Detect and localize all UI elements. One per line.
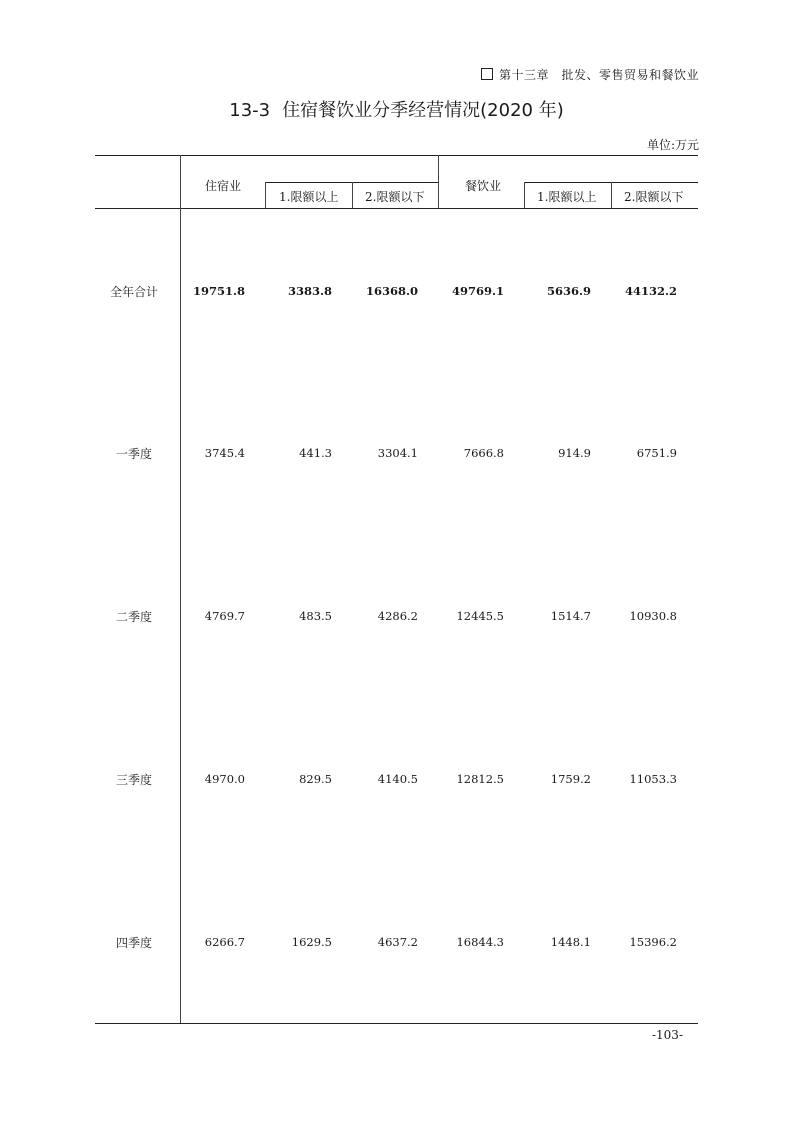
table-cell: 6266.7 <box>204 935 245 949</box>
vline-accom-sub1 <box>265 182 266 208</box>
row-label-q4: 四季度 <box>115 936 152 950</box>
table-cell: 10930.8 <box>629 609 677 623</box>
table-cell: 19751.8 <box>192 284 245 298</box>
table-cell: 3745.4 <box>204 446 245 460</box>
row-label-annual: 全年合计 <box>109 285 158 299</box>
running-head-text: 第十三章 批发、零售贸易和餐饮业 <box>498 68 699 82</box>
vline-catering <box>438 155 439 208</box>
vline-catering-sub2 <box>611 182 612 208</box>
table-cell: 12812.5 <box>456 772 504 786</box>
table-cell: 16844.3 <box>456 935 504 949</box>
table-cell: 1629.5 <box>291 935 332 949</box>
table-cell: 4637.2 <box>377 935 418 949</box>
header-catering-above-limit: 1.限额以上 <box>537 190 597 204</box>
page-title <box>0 96 793 122</box>
table-cell: 1514.7 <box>550 609 591 623</box>
table-title: 住宿餐饮业分季经营情况(2020 年) <box>282 100 564 121</box>
table-cell: 483.5 <box>299 609 332 623</box>
table-cell: 15396.2 <box>629 935 677 949</box>
header-accom-above-limit: 1.限额以上 <box>279 190 339 204</box>
table-cell: 829.5 <box>299 772 332 786</box>
table-cell: 4769.7 <box>204 609 245 623</box>
header-catering: 餐饮业 <box>465 179 502 193</box>
table-cell: 441.3 <box>299 446 332 460</box>
header-catering-below-limit: 2.限额以下 <box>624 190 684 204</box>
unit-label: 单位:万元 <box>646 138 699 152</box>
data-table <box>95 155 698 1024</box>
row-label-q3: 三季度 <box>115 773 152 787</box>
header-bottom-rule <box>95 208 698 209</box>
table-cell: 3383.8 <box>287 284 332 298</box>
table-number: 13-3 <box>229 100 271 121</box>
bottom-rule <box>95 1023 698 1024</box>
table-cell: 44132.2 <box>624 284 677 298</box>
table-cell: 914.9 <box>558 446 591 460</box>
header-accommodation: 住宿业 <box>205 179 242 193</box>
table-cell: 4286.2 <box>377 609 418 623</box>
table-cell: 6751.9 <box>636 446 677 460</box>
row-label-q2: 二季度 <box>115 610 152 624</box>
table-cell: 1759.2 <box>550 772 591 786</box>
page-number: -103- <box>651 1028 683 1042</box>
table-cell: 4140.5 <box>377 772 418 786</box>
square-icon <box>481 68 493 80</box>
table-cell: 4970.0 <box>204 772 245 786</box>
table-cell: 3304.1 <box>377 446 418 460</box>
table-cell: 1448.1 <box>550 935 591 949</box>
table-cell: 12445.5 <box>456 609 504 623</box>
table-cell: 7666.8 <box>463 446 504 460</box>
top-rule <box>95 155 698 156</box>
running-head <box>481 66 699 83</box>
vline-accom-sub2 <box>352 182 353 208</box>
table-cell: 5636.9 <box>546 284 591 298</box>
table-cell: 16368.0 <box>365 284 418 298</box>
row-label-q1: 一季度 <box>115 447 152 461</box>
vline-catering-sub1 <box>524 182 525 208</box>
table-cell: 11053.3 <box>629 772 677 786</box>
table-cell: 49769.1 <box>451 284 504 298</box>
header-accom-below-limit: 2.限额以下 <box>365 190 425 204</box>
